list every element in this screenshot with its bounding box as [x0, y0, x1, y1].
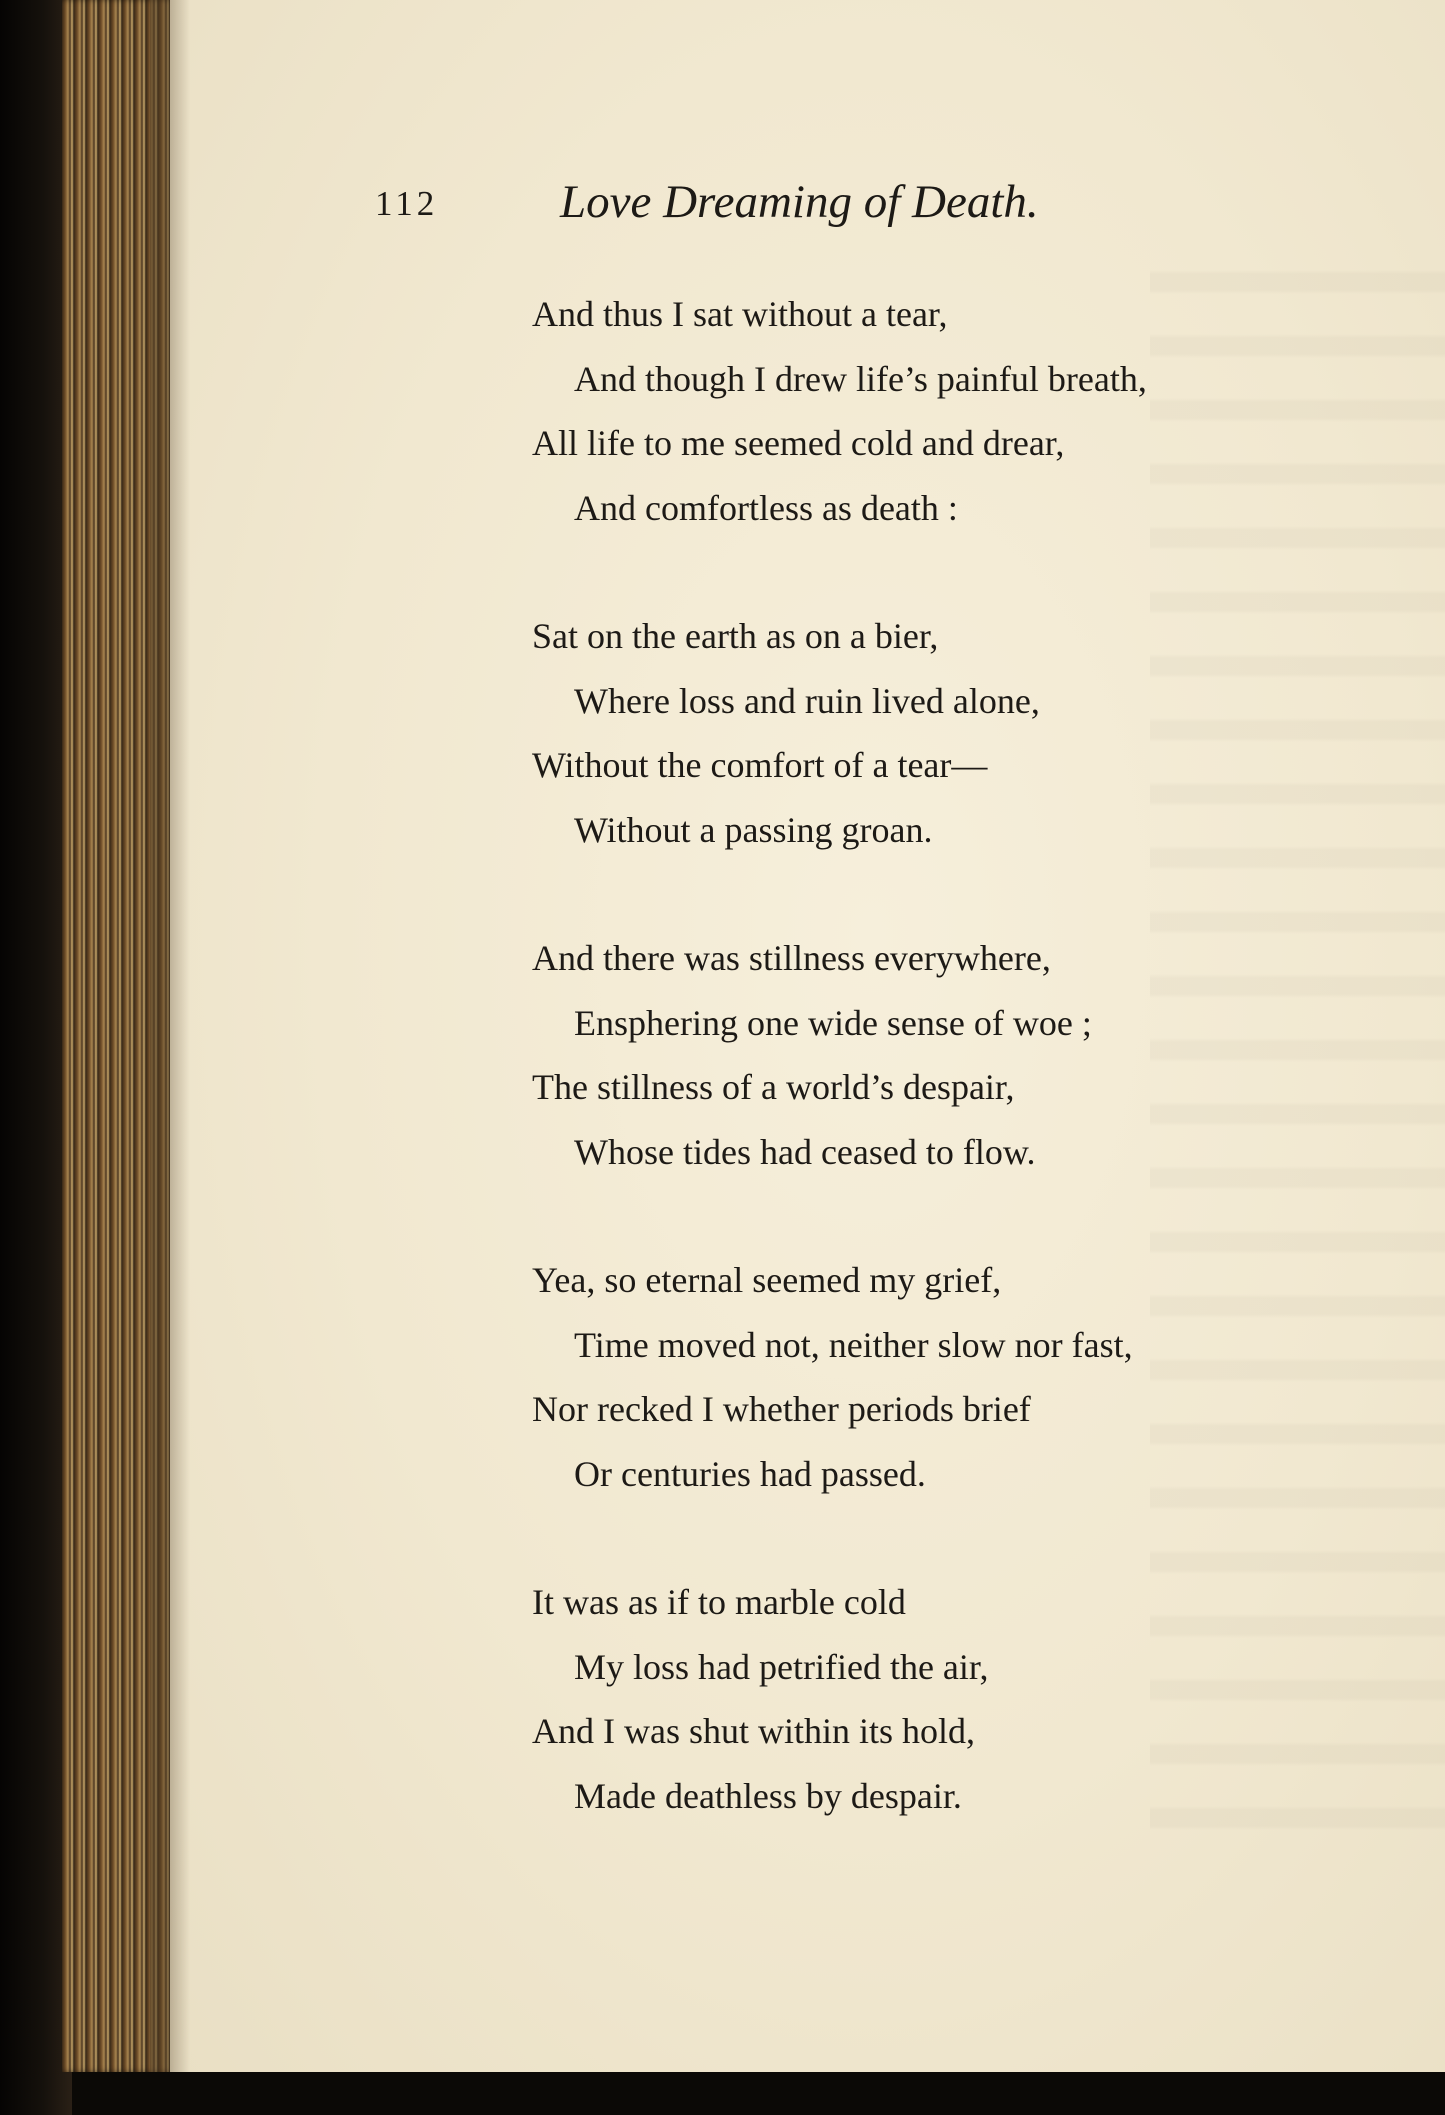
running-title: Love Dreaming of Death. — [560, 176, 1039, 228]
poem-line: And though I drew life’s painful breath, — [574, 358, 1147, 399]
poem-line: It was as if to marble cold — [532, 1582, 906, 1622]
poem-line: Yea, so eternal seemed my grief, — [532, 1260, 1002, 1300]
poem-line: Sat on the earth as on a bier, — [532, 616, 939, 656]
stanza — [532, 926, 1292, 1184]
poem-line: Whose tides had ceased to flow. — [574, 1131, 1036, 1172]
stanza — [532, 282, 1292, 540]
stanza — [532, 1570, 1292, 1828]
poem-line: Nor recked I whether periods brief — [532, 1389, 1031, 1429]
poem-line: All life to me seemed cold and drear, — [532, 423, 1065, 463]
running-head — [375, 176, 1155, 236]
poem-line: And thus I sat without a tear, — [532, 294, 948, 334]
bottom-shadow — [150, 2072, 1445, 2115]
stanza — [532, 604, 1292, 862]
poem-line: Or centuries had passed. — [574, 1453, 926, 1494]
poem-line: Ensphering one wide sense of woe ; — [574, 1002, 1092, 1043]
gutter-shadow — [150, 0, 190, 2072]
poem-line: Made deathless by despair. — [574, 1775, 962, 1816]
poem-line: Without a passing groan. — [574, 809, 933, 850]
poem-line: And there was stillness everywhere, — [532, 938, 1051, 978]
poem-line: Where loss and ruin lived alone, — [574, 680, 1040, 721]
poem-line: Time moved not, neither slow nor fast, — [574, 1324, 1133, 1365]
stanza — [532, 1248, 1292, 1506]
poem-line: And comfortless as death : — [574, 487, 958, 528]
poem-body — [532, 282, 1292, 1892]
poem-line: Without the comfort of a tear— — [532, 745, 988, 785]
page-number: 112 — [375, 184, 439, 223]
poem-line: The stillness of a world’s despair, — [532, 1067, 1015, 1107]
poem-line: And I was shut within its hold, — [532, 1711, 976, 1751]
poem-line: My loss had petrified the air, — [574, 1646, 989, 1687]
